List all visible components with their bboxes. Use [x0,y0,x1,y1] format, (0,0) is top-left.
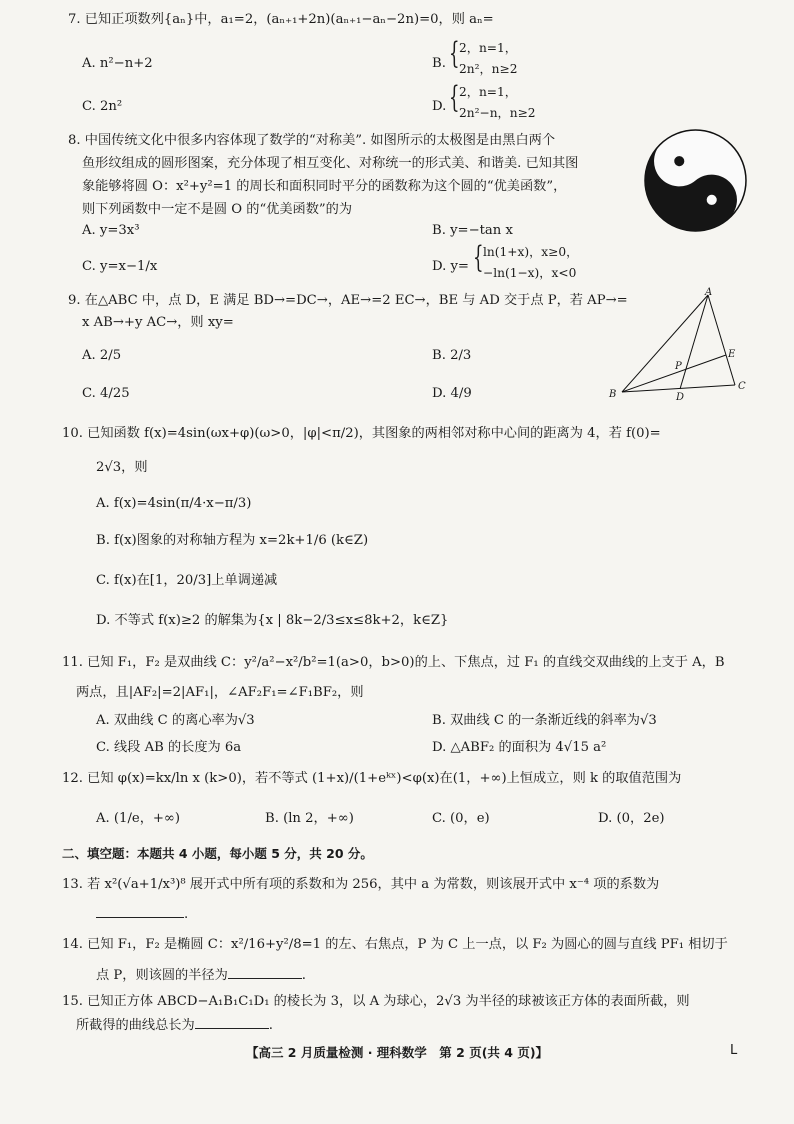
q7-stem: 7. 已知正项数列{aₙ}中，a₁=2，(aₙ₊₁+2n)(aₙ₊₁−aₙ−2n)=0，则 aₙ= [68,12,494,27]
q10-option-a: A. f(x)=4sin(π/4·x−π/3) [96,496,252,511]
q7-option-c: C. 2n² [82,99,123,114]
q9-figure-label-c: C [738,381,746,392]
q9-figure-label-a: A [705,287,713,298]
q9-option-b: B. 2/3 [432,348,472,363]
q14-line-1: 14. 已知 F₁，F₂ 是椭圆 C：x²/16+y²/8=1 的左、右焦点，P 为 C 上一点，以 F₂ 为圆心的圆与直线 PF₁ 相切于 [62,937,728,952]
q7-option-d-label: D. [432,99,447,114]
q9-figure-label-d: D [676,392,685,403]
q10-option-b: B. f(x)图象的对称轴方程为 x=2k+1/6 (k∈Z) [96,533,369,548]
q9-option-d: D. 4/9 [432,386,472,401]
q7-option-b-case2: 2n²，n≥2 [459,62,518,76]
q13-end: . [184,907,189,922]
q13-line-2 [96,905,188,923]
q8-option-d-case1: ln(1+x)，x≥0， [483,245,579,259]
q7-option-b-label: B. [432,56,446,71]
q15-line-2 [76,1016,273,1034]
q15-line-1: 15. 已知正方体 ABCD−A₁B₁C₁D₁ 的棱长为 3，以 A 为球心，2√3 为半径的球被该正方体的表面所截，则 [62,994,690,1009]
page-mark: L [730,1043,738,1058]
q12-stem: 12. 已知 φ(x)=kx/ln x (k>0)，若不等式 (1+x)/(1+eᵏˣ)<φ(x)在(1，+∞)上恒成立，则 k 的取值范围为 [62,771,682,786]
q12-option-c: C. (0，e) [432,811,490,826]
q8-line-1: 8. 中国传统文化中很多内容体现了数学的“对称美”. 如图所示的太极图是由黑白两个 [68,133,556,148]
q9-line-2: x AB→+y AC→，则 xy= [82,315,234,330]
q9-option-a: A. 2/5 [82,348,122,363]
q9-figure-label-p: P [675,361,682,372]
q7-option-b-brace: { [449,36,460,71]
q7-option-a: A. n²−n+2 [82,56,153,71]
q15-end: . [268,1018,273,1033]
q14-answer-blank[interactable] [228,966,302,979]
q8-option-d-brace: { [473,240,484,275]
q8-line-2: 鱼形纹组成的圆形图案，充分体现了相互变化、对称统一的形式美、和谐美. 已知其图 [82,156,579,171]
q9-figure-label-b: B [609,389,617,400]
q8-line-4: 则下列函数中一定不是圆 O 的“优美函数”的为 [82,202,353,217]
taiji-figure [643,128,748,233]
q10-line-1: 10. 已知函数 f(x)=4sin(ωx+φ)(ω>0，|φ|<π/2)，其图象的两相邻对称中心间的距离为 4，若 f(0)= [62,426,661,441]
section-2-heading: 二、填空题：本题共 4 小题，每小题 5 分，共 20 分。 [62,846,373,861]
q11-option-d: D. △ABF₂ 的面积为 4√15 a² [432,740,607,755]
q7-option-d-case1: 2，n=1， [459,85,517,99]
q10-option-c: C. f(x)在[1，20/3]上单调递减 [96,573,278,588]
q13-line-1: 13. 若 x²(√a+1/x³)⁸ 展开式中所有项的系数和为 256，其中 a 为常数，则该展开式中 x⁻⁴ 项的系数为 [62,877,660,892]
q8-option-c: C. y=x−1/x [82,259,158,274]
q12-option-b: B. (ln 2，+∞) [265,811,354,826]
q8-option-d-case2: −ln(1−x)，x<0 [483,266,577,280]
q8-option-d-label: D. y= [432,259,469,274]
q9-line-1: 9. 在△ABC 中，点 D，E 满足 BD→=DC→，AE→=2 EC→，BE 与 AD 交于点 P，若 AP→= [68,293,628,308]
q10-line-2: 2√3，则 [96,460,148,475]
q11-line-1: 11. 已知 F₁，F₂ 是双曲线 C：y²/a²−x²/b²=1(a>0，b>0)的上、下焦点，过 F₁ 的直线交双曲线的上支于 A，B [62,655,725,670]
q14-line-2-text: 点 P，则该圆的半径为 [96,968,228,983]
q11-option-b: B. 双曲线 C 的一条渐近线的斜率为√3 [432,713,657,728]
q11-option-a: A. 双曲线 C 的离心率为√3 [96,713,255,728]
q14-line-2 [96,966,306,984]
q7-option-d-brace: { [449,80,460,115]
q9-option-c: C. 4/25 [82,386,130,401]
q11-line-2: 两点，且|AF₂|=2|AF₁|，∠AF₂F₁=∠F₁BF₂，则 [76,685,364,700]
page-footer: 【高三 2 月质量检测 · 理科数学 第 2 页(共 4 页)】 [245,1045,549,1060]
q7-option-b-case1: 2，n=1， [459,41,517,55]
q9-figure-label-e: E [728,349,736,360]
q12-option-a: A. (1/e，+∞) [96,811,181,826]
q12-option-d: D. (0，2e) [598,811,665,826]
q11-option-c: C. 线段 AB 的长度为 6a [96,740,242,755]
q8-line-3: 象能够将圆 O：x²+y²=1 的周长和面积同时平分的函数称为这个圆的“优美函数”， [82,179,567,194]
q7-option-d-case2: 2n²−n，n≥2 [459,106,536,120]
q15-line-2-text: 所截得的曲线总长为 [76,1018,195,1033]
triangle-figure [600,285,750,410]
q13-answer-blank[interactable] [96,905,184,918]
q8-option-a: A. y=3x³ [82,223,140,238]
q15-answer-blank[interactable] [195,1016,269,1029]
q8-option-b: B. y=−tan x [432,223,513,238]
q14-end: . [301,968,306,983]
q10-option-d: D. 不等式 f(x)≥2 的解集为{x | 8k−2/3≤x≤8k+2，k∈Z} [96,613,449,628]
